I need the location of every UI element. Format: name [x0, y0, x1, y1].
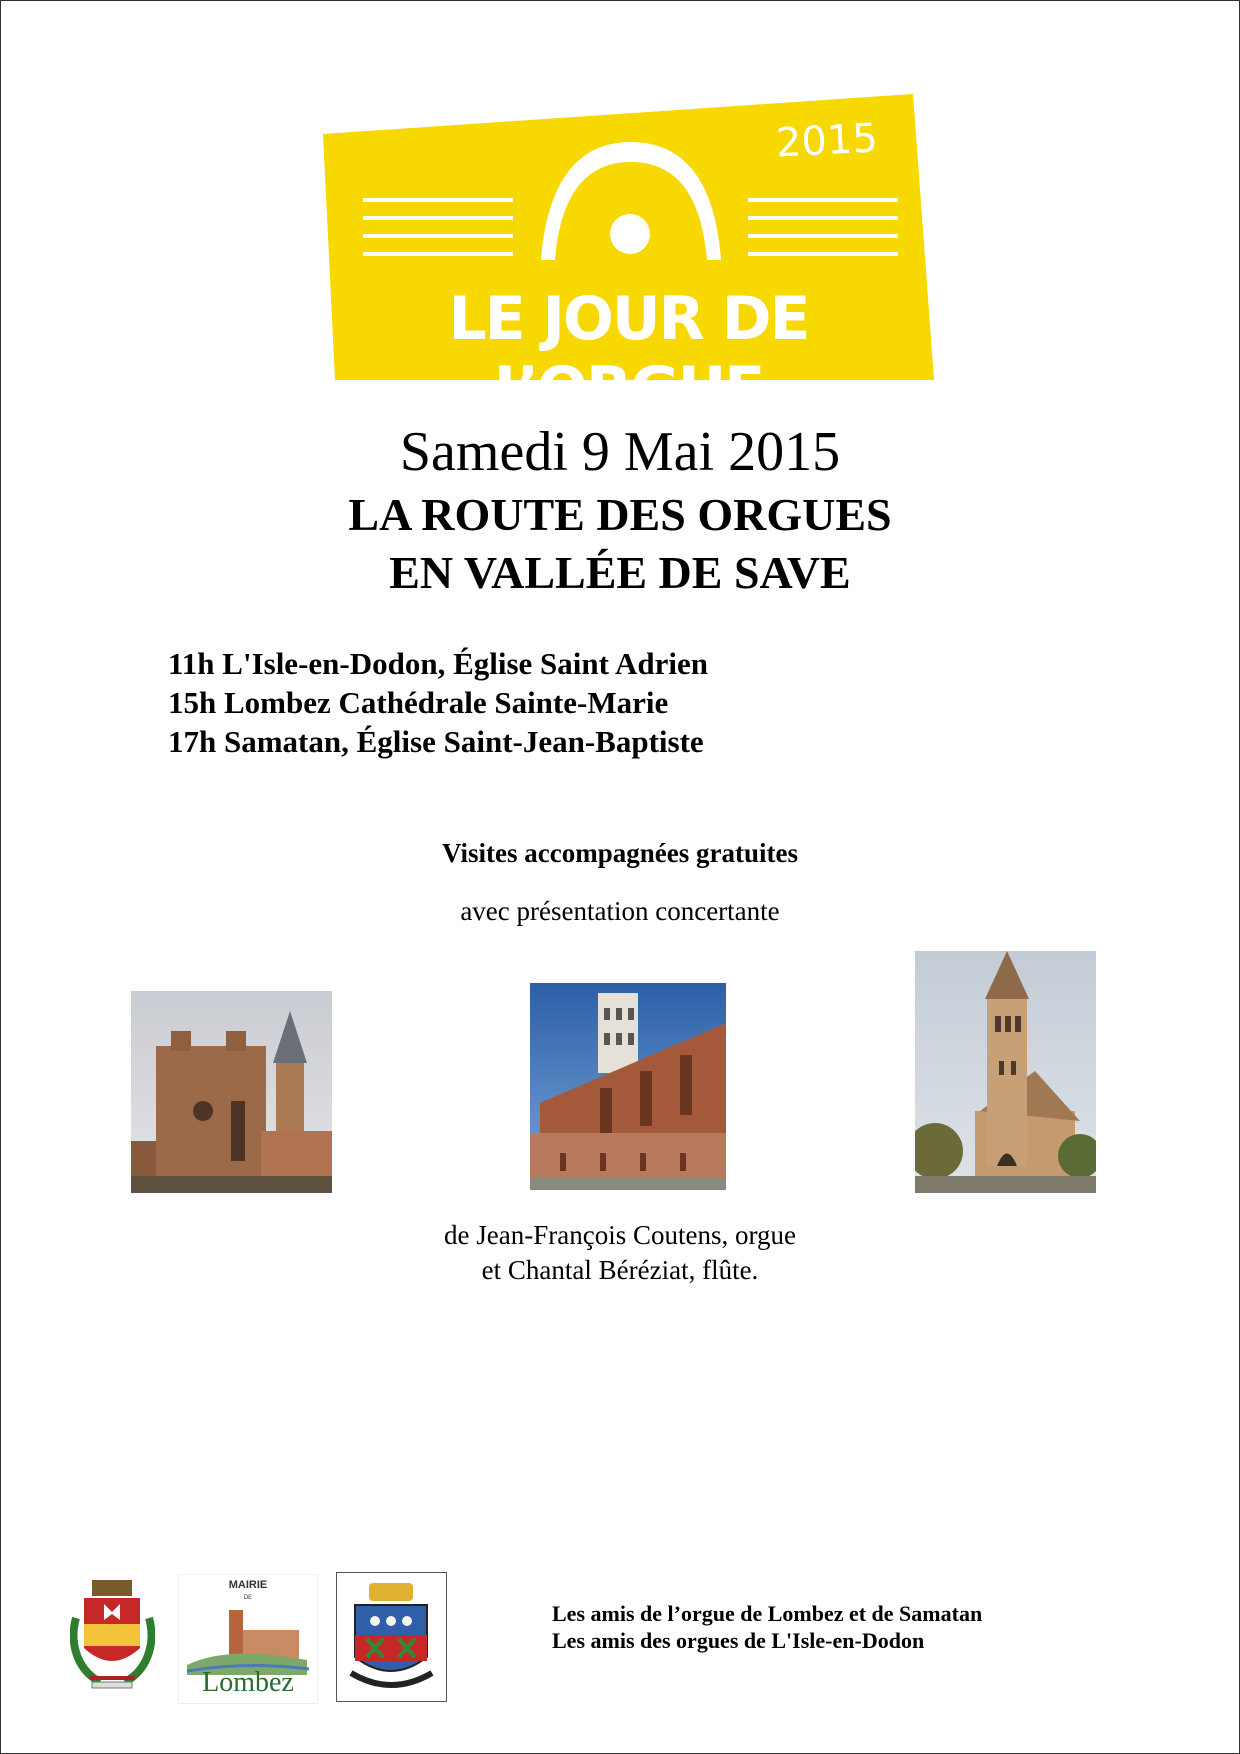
visits-subtitle: avec présentation concertante: [460, 896, 780, 926]
event-date: Samedi 9 Mai 2015: [399, 421, 841, 483]
mairie-de: DE: [243, 1595, 253, 1601]
performers: [0, 1218, 1240, 1288]
event-title-line1: LA ROUTE DES ORGUES: [348, 489, 892, 540]
church-photo-isle-en-dodon: [131, 991, 332, 1193]
performer-flute: et Chantal Béréziat, flûte.: [481, 1255, 759, 1285]
schedule-item: 11h L'Isle-en-Dodon, Église Saint Adrien: [168, 646, 709, 681]
logo-title: LE JOUR DE L’ORGUE: [448, 284, 809, 424]
schedule-item: 17h Samatan, Église Saint-Jean-Baptiste: [168, 724, 704, 759]
performer-organ: de Jean-François Coutens, orgue: [444, 1220, 796, 1250]
schedule-list: [168, 644, 708, 761]
mairie-building-graphic: [187, 1605, 309, 1675]
organizer-isle-en-dodon: Les amis des orgues de L'Isle-en-Dodon: [552, 1628, 925, 1653]
organizer-lombez-samatan: Les amis de l’orgue de Lombez et de Samatan: [552, 1601, 983, 1626]
visits-heading: Visites accompagnées gratuites: [442, 838, 798, 868]
church-photo-lombez: [530, 983, 726, 1190]
schedule-item: 15h Lombez Cathédrale Sainte-Marie: [168, 685, 669, 720]
event-title: [0, 486, 1240, 602]
coat-of-arms-isle-en-dodon: [70, 1578, 155, 1693]
event-title-line2: EN VALLÉE DE SAVE: [389, 547, 851, 598]
organizers: [552, 1600, 982, 1654]
mairie-de-lombez-logo: [178, 1574, 318, 1704]
coat-of-arms-samatan: [336, 1572, 447, 1702]
church-photo-samatan: [915, 951, 1096, 1193]
logo-year: 2015: [774, 115, 879, 167]
mairie-label: MAIRIE: [228, 1579, 268, 1591]
jour-de-lorgue-logo: [323, 94, 934, 424]
mairie-town: Lombez: [202, 1667, 294, 1698]
